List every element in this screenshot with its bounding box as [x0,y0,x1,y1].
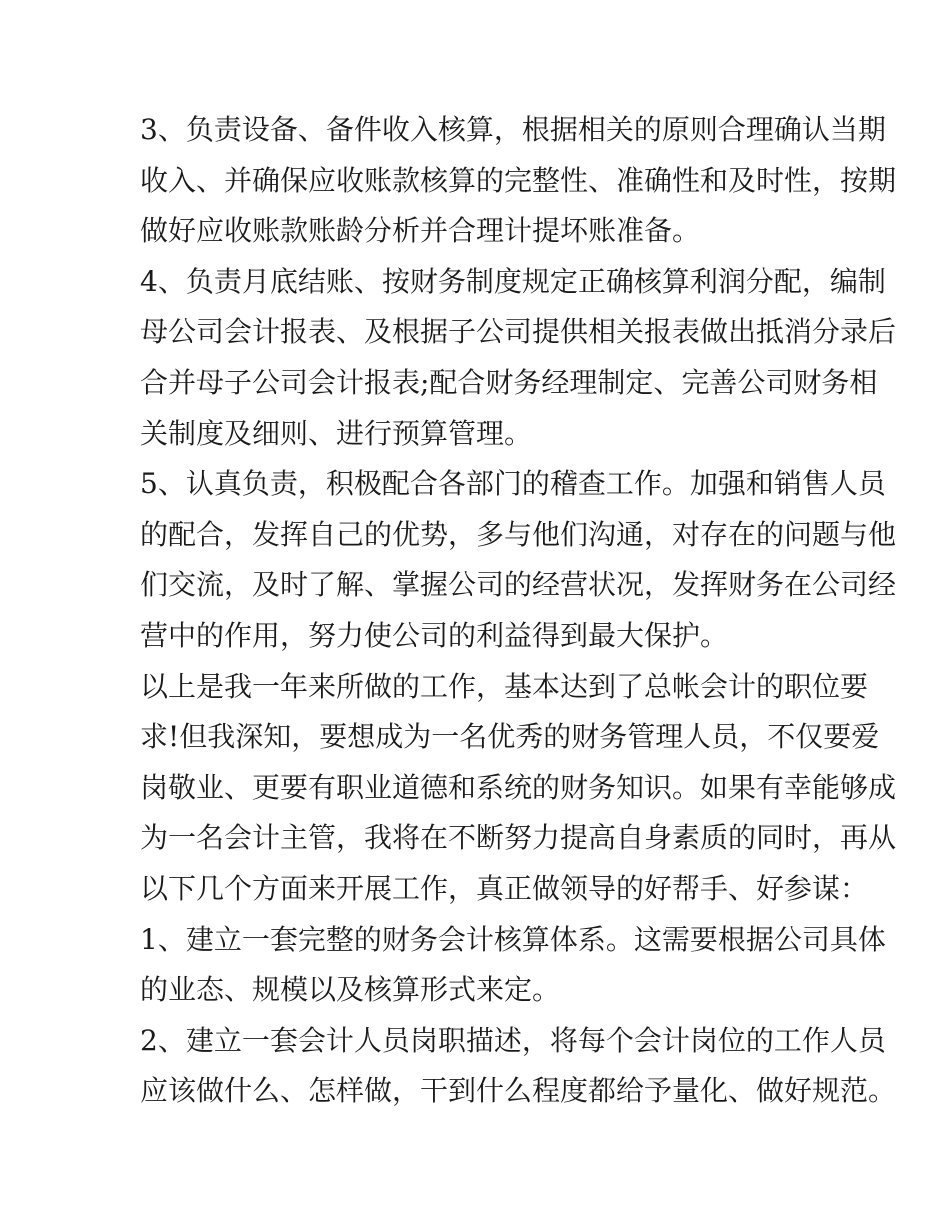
paragraph [140,257,897,459]
paragraph [140,662,897,915]
text-line: 的配合，发挥自己的优势，多与他们沟通，对存在的问题与他 [140,517,897,551]
paragraph [140,459,897,661]
text-line: 1、建立一套完整的财务会计核算体系。这需要根据公司具体 [140,922,886,956]
paragraph [140,915,886,1016]
text-line: 4、负责月底结账、按财务制度规定正确核算利润分配，编制 [140,264,886,298]
text-line: 以上是我一年来所做的工作，基本达到了总帐会计的职位要 [140,669,869,703]
text-line: 3、负责设备、备件收入核算，根据相关的原则合理确认当期 [140,113,886,146]
text-line: 收入、并确保应收账款核算的完整性、准确性和及时性，按期 [140,163,897,197]
text-line: 们交流，及时了解、掌握公司的经营状况，发挥财务在公司经 [140,568,897,602]
text-line: 关制度及细则、进行预算管理。 [140,416,533,450]
text-line: 2、建立一套会计人员岗职描述，将每个会计岗位的工作人员 [140,1023,886,1057]
text-line: 做好应收账款账龄分析并合理计提坏账准备。 [140,214,701,248]
text-line: 的业态、规模以及核算形式来定。 [140,973,561,1007]
text-line: 营中的作用，努力使公司的利益得到最大保护。 [140,618,729,652]
text-line: 合并母子公司会计报表;配合财务经理制定、完善公司财务相 [140,365,878,399]
paragraph [140,105,897,257]
text-line: 为一名会计主管，我将在不断努力提高自身素质的同时，再从 [140,821,897,855]
text-line: 求!但我深知，要想成为一名优秀的财务管理人员，不仅要爱 [140,720,880,754]
text-line: 5、认真负责，积极配合各部门的稽查工作。加强和销售人员 [140,467,886,501]
text-line: 岗敬业、更要有职业道德和系统的财务知识。如果有幸能够成 [140,770,897,804]
text-line: 以下几个方面来开展工作，真正做领导的好帮手、好参谋： [140,871,869,905]
document-page [140,105,897,1117]
text-line: 母公司会计报表、及根据子公司提供相关报表做出抵消分录后 [140,315,897,349]
paragraph [140,1016,897,1117]
text-line: 应该做什么、怎样做，干到什么程度都给予量化、做好规范。 [140,1074,897,1108]
